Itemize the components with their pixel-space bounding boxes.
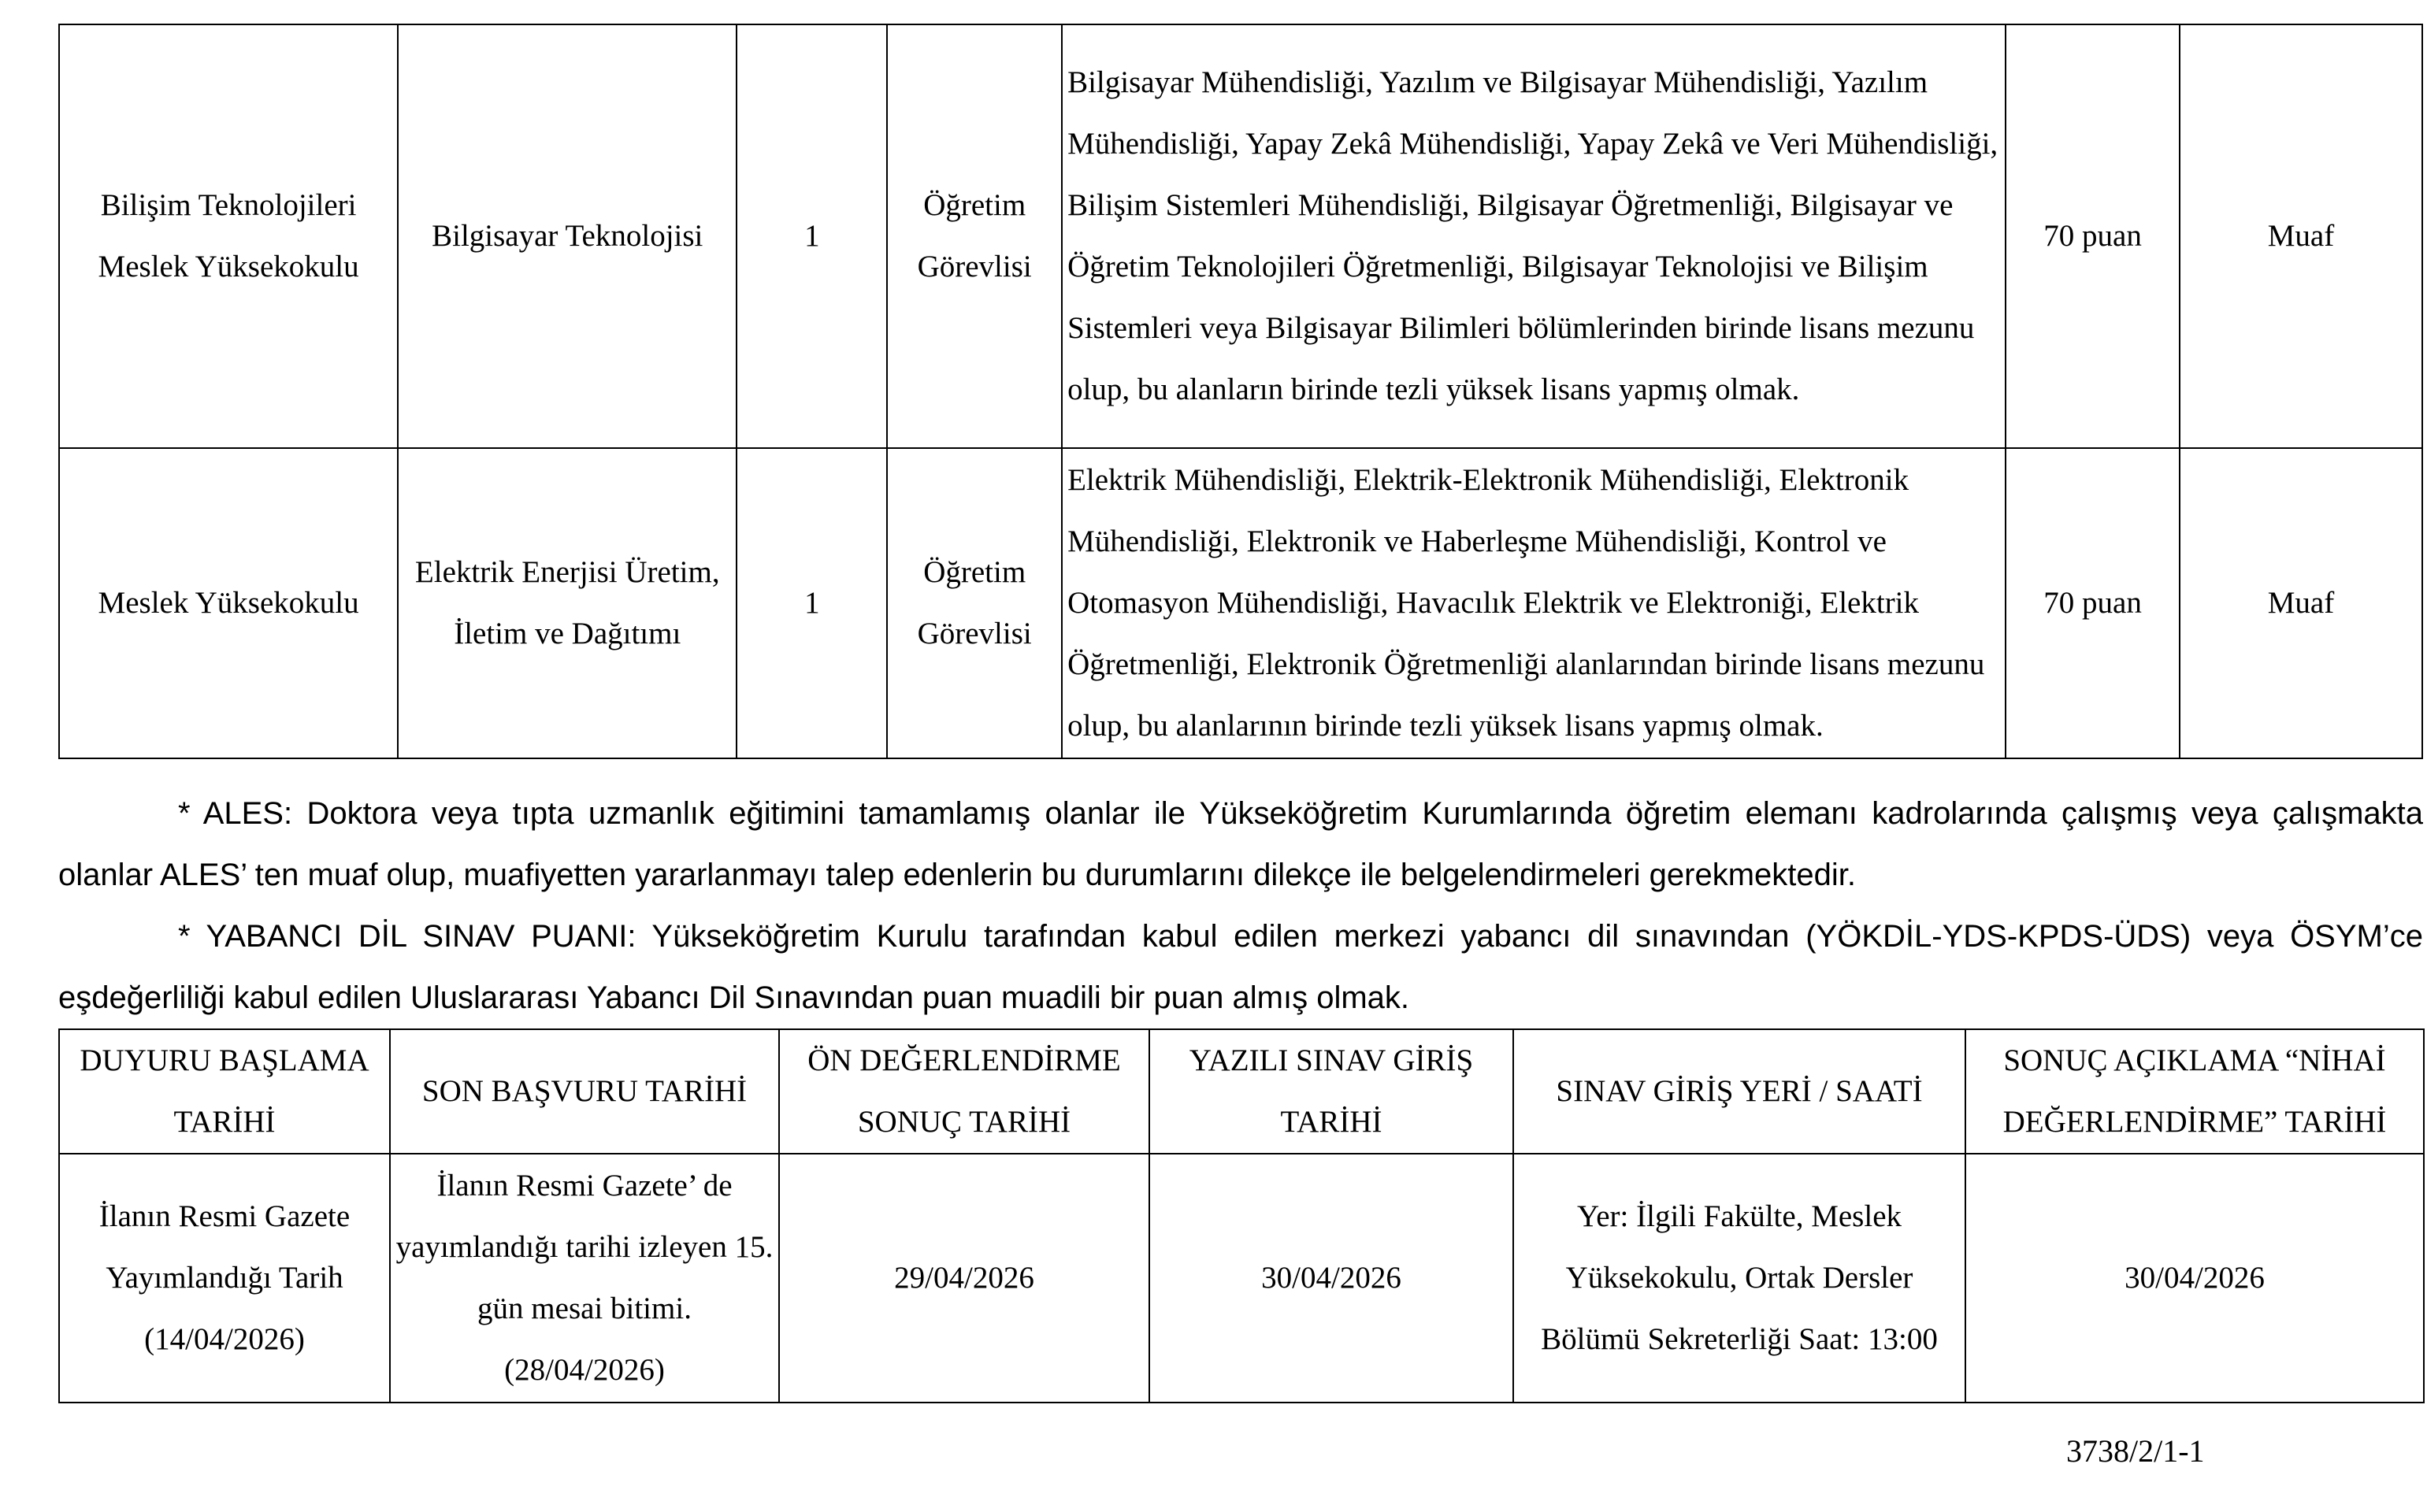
value-cell: İlanın Resmi Gazete Yayımlandığı Tarih (14/04/2026) (59, 1154, 390, 1403)
header-cell: ÖN DEĞERLENDİRME SONUÇ TARİHİ (779, 1029, 1149, 1154)
notes-section (58, 783, 2423, 1028)
value-cell: İlanın Resmi Gazete’ de yayımlandığı tarihi izleyen 15. gün mesai bitimi. (28/04/2026) (390, 1154, 779, 1403)
title-cell: Öğretim Görevlisi (887, 24, 1062, 448)
unit-cell: Meslek Yüksekokulu (59, 448, 398, 758)
ales-cell: 70 puan (2006, 24, 2180, 448)
header-cell: YAZILI SINAV GİRİŞ TARİHİ (1149, 1029, 1513, 1154)
unit-cell: Bilişim Teknolojileri Meslek Yüksekokulu (59, 24, 398, 448)
positions-table (58, 24, 2423, 759)
language-note: * YABANCI DİL SINAV PUANI: Yükseköğretim Kurulu tarafından kabul edilen merkezi yabancı dil sınavından (YÖKDİL-YDS-KPDS-ÜDS) veya ÖSYM’ce eşdeğerliliği kabul edilen Uluslararası Yabancı Dil Sınavından puan muadili bir puan almış olmak. (58, 919, 2423, 1015)
language-cell: Muaf (2180, 24, 2422, 448)
value-cell: Yer: İlgili Fakülte, Meslek Yüksekokulu, Ortak Dersler Bölümü Sekreterliği Saat: 13:00 (1513, 1154, 1965, 1403)
header-cell: SON BAŞVURU TARİHİ (390, 1029, 779, 1154)
ales-note: * ALES: Doktora veya tıpta uzmanlık eğitimini tamamlamış olanlar ile Yükseköğretim Kurumlarında öğretim elemanı kadrolarında çalışmış veya çalışmakta olanlar ALES’ ten muaf olup, muafiyetten yararlanmayı talep edenlerin bu durumlarını dilekçe ile belgelendirmeleri gerekmektedir. (58, 796, 2423, 892)
page-reference: 3738/2/1-1 (2066, 1433, 2205, 1469)
schedule-header-row (59, 1029, 2424, 1154)
department-cell: Bilgisayar Teknolojisi (398, 24, 737, 448)
schedule-table (58, 1028, 2425, 1403)
header-cell: SONUÇ AÇIKLAMA “NİHAİ DEĞERLENDİRME” TARİHİ (1965, 1029, 2424, 1154)
ales-cell: 70 puan (2006, 448, 2180, 758)
value-cell: 30/04/2026 (1965, 1154, 2424, 1403)
language-cell: Muaf (2180, 448, 2422, 758)
department-cell: Elektrik Enerjisi Üretim, İletim ve Dağıtımı (398, 448, 737, 758)
value-cell: 29/04/2026 (779, 1154, 1149, 1403)
requirements-cell: Elektrik Mühendisliği, Elektrik-Elektronik Mühendisliği, Elektronik Mühendisliği, Elektronik ve Haberleşme Mühendisliği, Kontrol ve Otomasyon Mühendisliği, Havacılık Elektrik ve Elektroniği, Elektrik Öğretmenliği, Elektronik Öğretmenliği alanlarından birinde lisans mezunu olup, bu alanlarının birinde tezli yüksek lisans yapmış olmak. (1062, 448, 2006, 758)
requirements-cell: Bilgisayar Mühendisliği, Yazılım ve Bilgisayar Mühendisliği, Yazılım Mühendisliği, Yapay Zekâ Mühendisliği, Yapay Zekâ ve Veri Mühendisliği, Bilişim Sistemleri Mühendisliği, Bilgisayar Öğretmenliği, Bilgisayar ve Öğretim Teknolojileri Öğretmenliği, Bilgisayar Teknolojisi ve Bilişim Sistemleri veya Bilgisayar Bilimleri bölümlerinden birinde lisans mezunu olup, bu alanların birinde tezli yüksek lisans yapmış olmak. (1062, 24, 2006, 448)
title-cell: Öğretim Görevlisi (887, 448, 1062, 758)
header-cell: DUYURU BAŞLAMA TARİHİ (59, 1029, 390, 1154)
header-cell: SINAV GİRİŞ YERİ / SAATİ (1513, 1029, 1965, 1154)
table-row (59, 24, 2422, 448)
schedule-value-row (59, 1154, 2424, 1403)
table-row (59, 448, 2422, 758)
count-cell: 1 (737, 24, 887, 448)
count-cell: 1 (737, 448, 887, 758)
value-cell: 30/04/2026 (1149, 1154, 1513, 1403)
